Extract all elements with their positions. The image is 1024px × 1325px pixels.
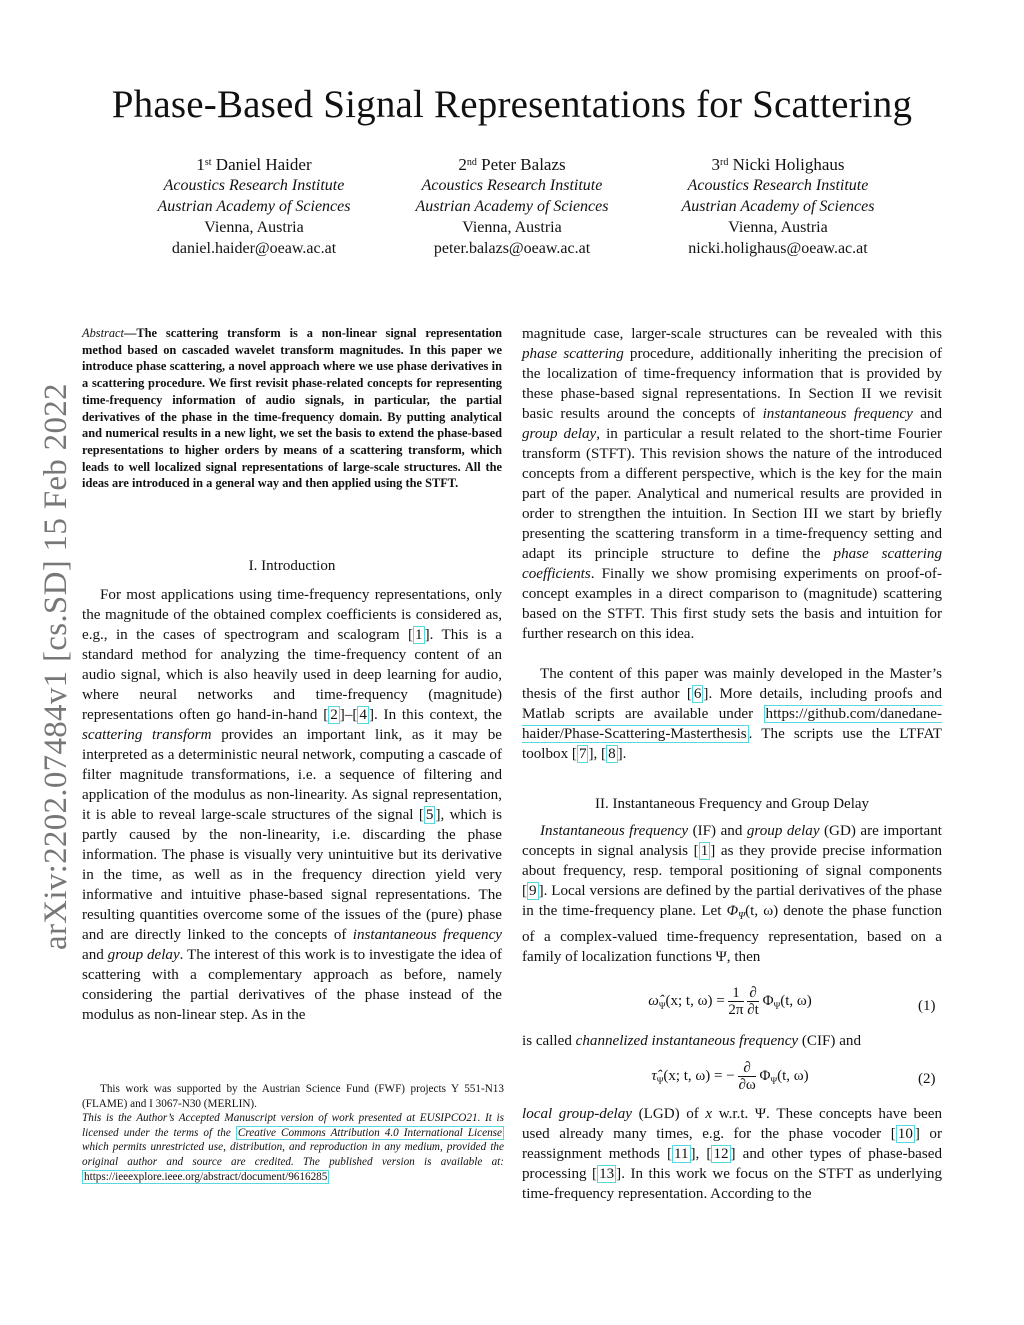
emphasis: phase scattering coefficients xyxy=(522,546,942,582)
author-ordinal-suffix: nd xyxy=(466,157,477,168)
section2-body: Instantaneous frequency (IF) and group delay (GD) are important concepts in signal analysis [ 1 ] as they provide precise information about frequency, resp. temporal positioning of signal components [ 9 ]. Local versions are defined by the partial derivatives of the phase in the time-frequency plane. Let $\Phi_\Psi(t$, ω) denote the phase function of a complex-valued time-frequency representation, based on a family of localization functions Ψ, then xyxy=(522,823,942,966)
author-block-2 xyxy=(377,154,647,259)
emphasis: group delay xyxy=(746,823,820,839)
body-text: and other types of phase-based processing xyxy=(522,1146,942,1182)
section-heading-if-gd: II. Instantaneous Frequency and Group Delay xyxy=(594,796,870,812)
fraction xyxy=(747,985,759,1018)
body-text: For most applications using time-frequency representations, only the magnitude of the obtained complex coefficients is considered as, e.g., in the cases of spectrogram and scalogram xyxy=(82,587,502,643)
author-city: Vienna, Austria xyxy=(204,219,304,236)
body-text: . xyxy=(622,746,627,762)
math-text: (t, ω) xyxy=(780,992,812,1009)
author-affiliation: Acoustics Research Institute xyxy=(163,177,345,194)
equation-number-1: (1) xyxy=(918,998,936,1014)
author-block-1 xyxy=(119,154,389,259)
emphasis: Instantaneous frequency xyxy=(540,823,689,839)
emphasis: instantaneous frequency xyxy=(352,927,502,943)
author-name: Peter Balazs xyxy=(481,155,566,174)
body-text: The content of this paper was mainly developed in the Master’s thesis of the first author xyxy=(522,666,942,702)
citation-link[interactable]: 1 xyxy=(415,627,423,643)
math-text: (t, ω) xyxy=(777,1067,809,1084)
body-text: procedure, additionally inheriting the precision of the localization of time-frequency information that is provided by these phase-based signal representations. In Section II we revisit basic results around the concepts of xyxy=(522,346,942,422)
body-text: (CIF) and xyxy=(798,1033,861,1049)
body-text: is called xyxy=(522,1033,576,1049)
body-text: . This is a standard method for analyzing the time-frequency content of an audio signal, which is also heavily used in deep learning for audio, where neural networks and time-frequency (magnitude) representations often go hand-in-hand xyxy=(82,627,502,723)
emphasis: group delay xyxy=(107,947,180,963)
math-text: 1 xyxy=(728,985,743,1002)
body-text: (LGD) of xyxy=(631,1106,706,1122)
abstract-text: The scattering transform is a non-linear signal representation method based on cascaded wavelet transform magnitudes. In this paper we introduce phase scattering, a novel approach where we use phase derivatives in a scattering procedure. We first revisit phase-related concepts for representing time-frequency information of audio signals, in particular, the partial derivatives of the phase in the time-frequency domain. By putting analytical and numerical results in a new light, we set the basis to extend the phase-based representations to higher orders by means of a scattering transform, which leads to well localized signal representations of large-scale structures. All the ideas are introduced in a general way and then applied using the STFT. xyxy=(82,326,502,491)
math-text: 2π xyxy=(728,1002,744,1018)
body-text: . In this context, the xyxy=(373,707,503,723)
body-text: , which is partly caused by the non-linearity, i.e. discarding the phase information. The phase is visually very unintuitive but its derivative in the time, as well as in the frequency direction yield very informative and intuitive phase-based signal representations. The resulting quantities overcome some of the issues of the (pure) phase and are directly linked to the concepts of xyxy=(82,807,502,943)
citation-link[interactable]: 6 xyxy=(693,686,702,702)
citation-link[interactable]: 8 xyxy=(608,746,616,762)
math-text: ∂t xyxy=(747,1002,759,1018)
equation-1: $\omegâ_\Psi(x$; t, ω) = $\frac{1}{2\pi}$ $\frac{\partial}{\partial t}$ $\Phi_\Psi(t$, ω) xyxy=(648,985,812,1018)
citation-link[interactable]: 5 xyxy=(425,807,434,823)
author-city: Vienna, Austria xyxy=(462,219,562,236)
footnote-text: which permits unrestricted use, distribution, and reproduction in any medium, provided the original author and source are credited. The published version is available at: xyxy=(82,1141,504,1168)
math-symbol: x xyxy=(705,1106,713,1122)
lgd-paragraph: local group-delay (LGD) of x w.r.t. Ψ. These concepts have been used already many times, e.g. for the phase vocoder [ 10 ] or reassignment methods [ 11 ], [ 12 ] and other types of phase-based processing [ 13 ]. In this work we focus on the STFT as underlying time-frequency representation. According to the xyxy=(522,1106,943,1202)
emphasis: channelized instantaneous frequency xyxy=(575,1033,799,1049)
citation-link[interactable]: 2 xyxy=(330,707,338,723)
introduction-body: For most applications using time-frequency representations, only the magnitude of the obtained complex coefficients is considered as, e.g., in the cases of spectrogram and scalogram [ 1 ]. This is a standard method for analyzing the time-frequency content of an audio signal, which is also heavily used in deep learning for audio, where neural networks and time-frequency (magnitude) representations often go hand-in-hand [ 2 ]–[ 4 ]. In this context, the scattering transform provides an important link, as it may be interpreted as a deterministic neural network, computing a cascade of filter magnitude transformations, i.e. a sequence of filtering and application of the modulus as non-linearity. As signal representation, it is able to reveal large-scale structures of the signal [ 5 ], which is partly caused by the non-linearity, i.e. discarding the phase information. The phase is visually very unintuitive but its derivative in the time, as well as in the frequency direction yield very informative and intuitive phase-based signal representations. The resulting quantities overcome some of the issues of the (pure) phase and are directly linked to the concepts of instantaneous frequency and group delay. The interest of this work is to investigate the idea of scattering with a complementary approach as before, namely considering the partial derivatives of the phase instead of the modulus as non-linear step. As in the xyxy=(82,587,503,1023)
author-affiliation: Austrian Academy of Sciences xyxy=(157,198,351,215)
author-affiliation: Austrian Academy of Sciences xyxy=(415,198,609,215)
author-city: Vienna, Austria xyxy=(728,219,828,236)
body-text: w.r.t. Ψ. These concepts have been used already many times, e.g. for the phase vocoder xyxy=(522,1106,943,1142)
body-text: or reassignment methods xyxy=(522,1126,942,1162)
github-link[interactable]: https://github.com/danedane-haider/Phase-Scattering-Masterthesis xyxy=(522,706,942,742)
author-ordinal: 3 xyxy=(711,155,720,174)
equation-2: $\taû_\Psi(x$; t, ω) = − $\frac{\partial}{\partial\omega}$ $\Phi_\Psi(t$, ω) xyxy=(651,1060,809,1093)
math-text: ∂ω xyxy=(738,1077,756,1093)
emphasis: instantaneous frequency xyxy=(762,406,913,422)
author-ordinal-suffix: st xyxy=(204,157,212,168)
body-text: and xyxy=(82,947,108,963)
emphasis: scattering transform xyxy=(82,727,212,743)
body-text: . The interest of this work is to investigate the idea of scattering with a complementary approach as before, namely considering the partial derivatives of the phase instead of the modulus as non-linear step. As in the xyxy=(82,947,502,1023)
author-affiliation: Austrian Academy of Sciences xyxy=(681,198,875,215)
author-email: nicki.holighaus@oeaw.ac.at xyxy=(688,240,868,257)
body-text: (GD) are important concepts in signal analysis xyxy=(522,823,942,859)
author-affiliation: Acoustics Research Institute xyxy=(421,177,603,194)
paper-title: Phase-Based Signal Representations for Scattering xyxy=(111,83,913,126)
body-text: . Finally we show promising experiments on proof-of-concept examples in a direct comparison to (magnitude) scattering based on the STFT. This first study sets the basis and intuition for further research on this idea. xyxy=(522,566,942,642)
body-text: (IF) and xyxy=(688,823,747,839)
emphasis: local group-delay xyxy=(522,1106,632,1122)
citation-link[interactable]: 13 xyxy=(599,1166,615,1182)
author-name: Nicki Holighaus xyxy=(732,155,845,174)
math-symbol: Φ xyxy=(726,903,739,919)
body-text: . In this work we focus on the STFT as underlying time-frequency representation. According to the xyxy=(522,1166,942,1202)
body-text: provides an important link, as it may be interpreted as a deterministic neural network, computing a cascade of filter magnitude transformations, i.e. a sequence of filtering and application of the modulus as non-linearity. As signal representation, it is able to reveal large-scale structures of the signal xyxy=(82,727,502,823)
arxiv-identifier[interactable]: arXiv:2202.07484v1 [cs.SD] 15 Feb 2022 xyxy=(38,383,74,950)
body-text: and xyxy=(912,406,943,422)
body-text: (t, ω) denote the phase function of a complex-valued time-frequency representation, based on a family of localization functions Ψ, then xyxy=(522,903,942,966)
citation-link[interactable]: 10 xyxy=(897,1126,913,1142)
fraction xyxy=(738,1060,755,1093)
body-text: as they provide precise information about frequency, resp. temporal positioning of signal components xyxy=(522,843,942,879)
license-link[interactable]: Creative Commons Attribution 4.0 International License xyxy=(237,1126,502,1139)
body-text: magnitude case, larger-scale structures can be revealed with this xyxy=(522,326,942,342)
author-name: Daniel Haider xyxy=(215,155,312,174)
abstract xyxy=(82,325,502,492)
author-email: peter.balazs@oeaw.ac.at xyxy=(433,240,591,257)
body-text: – xyxy=(344,707,353,723)
author-ordinal-suffix: rd xyxy=(720,157,729,168)
citation-link[interactable]: 4 xyxy=(359,707,367,723)
author-ordinal: 2 xyxy=(458,155,467,174)
fraction xyxy=(728,985,743,1018)
math-text: (x; t, ω) = xyxy=(665,992,725,1009)
author-ordinal: 1 xyxy=(196,155,205,174)
emphasis: phase scattering xyxy=(522,346,624,362)
equation-number-2: (2) xyxy=(918,1071,936,1087)
math-symbol: ω̂ xyxy=(648,992,659,1009)
math-text: ∂ xyxy=(747,985,759,1002)
abstract-label: Abstract xyxy=(82,326,124,340)
footnote xyxy=(82,1082,504,1184)
citation-link[interactable]: 7 xyxy=(578,746,587,762)
author-block-3 xyxy=(643,154,913,259)
author-email: daniel.haider@oeaw.ac.at xyxy=(171,240,337,257)
cif-sentence xyxy=(522,1031,942,1051)
body-text: . Local versions are defined by the partial derivatives of the phase in the time-frequency plane. Let xyxy=(522,883,942,919)
citation-link[interactable]: 9 xyxy=(529,883,537,899)
funding-note: This work was supported by the Austrian Science Fund (FWF) projects Y 551-N13 (FLAME) and I 3067-N30 (MERLIN). xyxy=(82,1083,504,1110)
citation-link[interactable]: 12 xyxy=(713,1146,729,1162)
citation-link[interactable]: 1 xyxy=(700,843,709,859)
math-text: ∂ xyxy=(738,1060,755,1077)
emphasis: group delay xyxy=(522,426,597,442)
math-symbol: τ̂ xyxy=(651,1067,657,1084)
right-column-intro: magnitude case, larger-scale structures can be revealed with this phase scattering procedure, additionally inheriting the precision of the localization of time-frequency information that is provided by these phase-based signal representations. In Section II we revisit basic results around the concepts of instantaneous frequency and group delay, in particular a result related to the short-time Fourier transform (STFT). This revision shows the nature of the introduced concepts from a different perspective, which is the key for the main part of the paper. Analytical and numerical results are provided in order to strengthen the intuition. In Section III we start by briefly presenting the scattering transform in a time-frequency setting and adapt its principle structure to define the phase scattering coefficients. Finally we show promising experiments on proof-of-concept examples in a direct comparison to (magnitude) scattering based on the STFT. This first study sets the basis and intuition for further research on this idea. The content of this paper was mainly developed in the Master’s thesis of the first author [ 6 ]. More details, including proofs and Matlab scripts are available under https://github.com/danedane-haider/Phase-Scattering-Masterthesis . The scripts use the LTFAT toolbox [ 7 ], [ 8 ]. xyxy=(522,326,943,762)
author-affiliation: Acoustics Research Institute xyxy=(687,177,869,194)
abstract-dash: — xyxy=(124,326,137,340)
body-text: . The scripts use the LTFAT toolbox xyxy=(522,726,942,762)
footnote-text: This is the Author’s Accepted Manuscript version of work presented at EUSIPCO21. It is licensed under the terms of the xyxy=(82,1112,504,1139)
math-text: (x; t, ω) = − xyxy=(663,1067,735,1084)
section-heading-introduction: I. Introduction xyxy=(248,558,336,574)
body-text: . More details, including proofs and Matlab scripts are available under xyxy=(522,686,942,722)
body-text: , in particular a result related to the short-time Fourier transform (STFT). This revision shows the nature of the introduced concepts from a different perspective, which is the key for the main part of the paper. Analytical and numerical results are provided in order to strengthen the intuition. In Section III we start by briefly presenting the scattering transform in a time-frequency setting and adapt its principle structure to define the xyxy=(522,426,942,562)
ieee-link[interactable]: https://ieeexplore.ieee.org/abstract/document/9616285 xyxy=(84,1170,328,1183)
citation-link[interactable]: 11 xyxy=(673,1146,689,1162)
